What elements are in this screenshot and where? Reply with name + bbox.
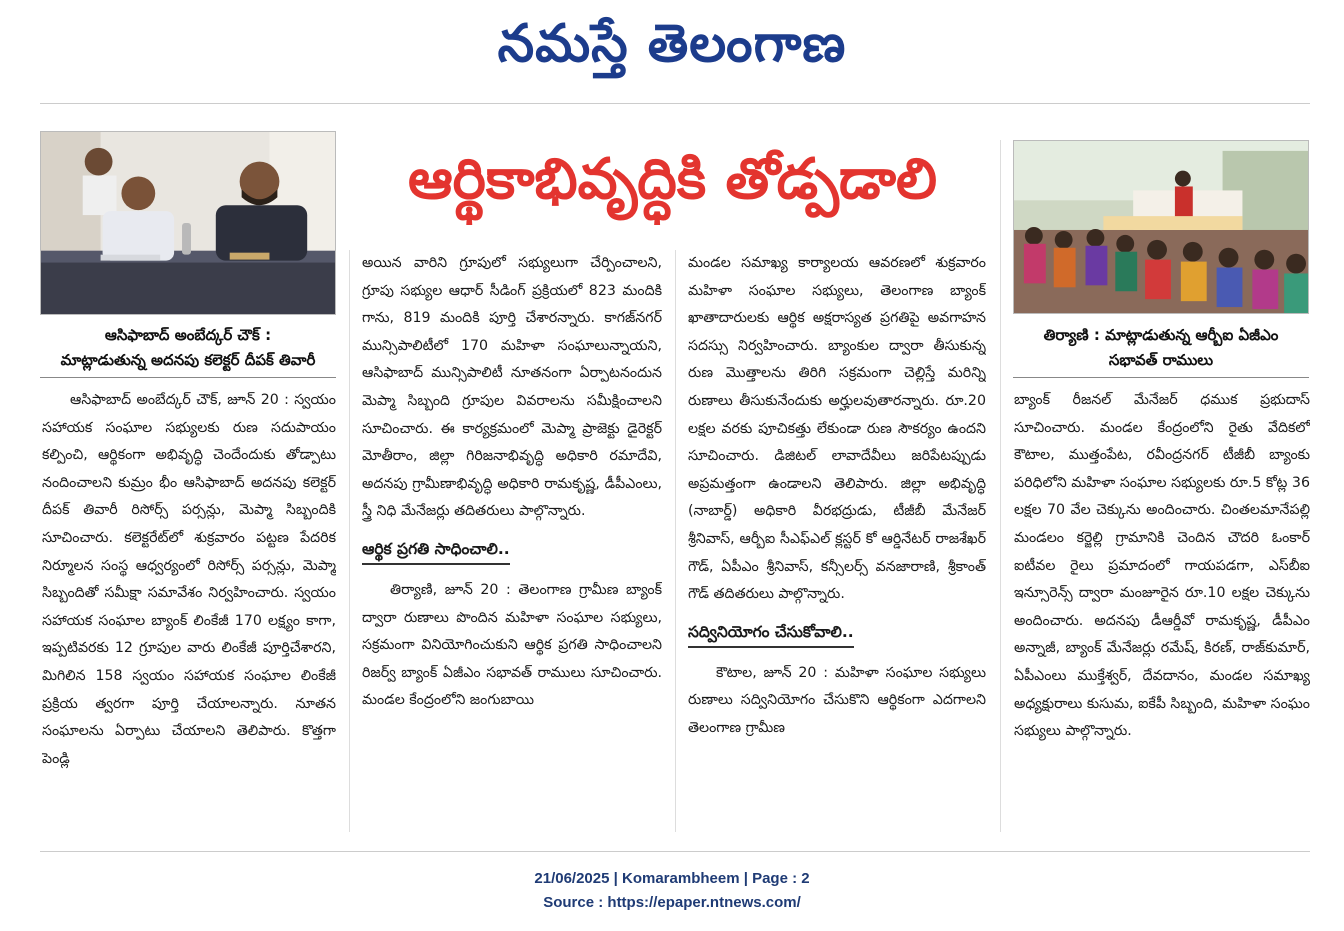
column-4-text: బ్యాంక్ రీజనల్ మేనేజర్ ధముక ప్రభుదాస్ సూచించారు. మండల కేంద్రంలోని రైతు వేదికలో కౌటాల, ముత్తంపేట, రవీంద్రనగర్ టీజీబీ బ్యాంకు పరిధిలోని మహిళా సంఘాల సభ్యులకు రూ.5 కోట్ల 36 లక్షల 70 వేల చెక్కును అందించారు. చింతలమానేపల్లి మండలం కర్జెల్లి గ్రామానికి చెందిన చౌదరి ఓంకార్ ఐటీవల రైలు ప్రమాదంలో గాయపడగా, ఎస్‌బీఐ ఇన్సూరెన్స్ ద్వారా మంజూరైన రూ.10 లక్షల చెక్కును అందించారు. అదనపు డీఆర్డీవో రామకృష్ణ, డీపీఎం అన్నాజీ, బ్యాంక్ మేనేజర్లు రమేష్, కిరణ్, రాజ్‌కుమార్, ఏపీఎంలు ముక్తేశ్వర్, దేవదానం, మండల సమాఖ్య అధ్యక్షురాలు కుసుమ, ఐకేపీ సిబ్బంది, మహిళా సంఘం సభ్యులు పాల్గొన్నారు.	[1014, 392, 1310, 740]
subhead-proper-utilization: సద్వినియోగం చేసుకోవాలి..	[688, 619, 854, 648]
awareness-meeting-photo-illustration	[1014, 141, 1308, 313]
footer	[0, 867, 1344, 915]
masthead	[0, 0, 1344, 92]
left-caption-line2: మాట్లాడుతున్న అదనపు కలెక్టర్ దీపక్ తివారీ	[60, 351, 316, 369]
left-photo	[40, 131, 336, 315]
left-photo-caption	[40, 323, 336, 373]
article-column-4	[1014, 387, 1310, 832]
column-2-text-1: అయిన వారిని గ్రూపులో సభ్యులుగా చేర్పించాలని, గ్రూపు సభ్యుల ఆధార్ సీడింగ్ ప్రక్రియలో 823 మందికి గాను, 819 మందికి పూర్తి చేశారన్నారు. కాగజ్‌నగర్ మున్సిపాలిటీలో 170 మహిళా సంఘాలున్నాయని, ఆసిఫాబాద్ మున్సిపాలిటీ నూతనంగా ఏర్పాటనందున మెప్మా సిబ్బంది గ్రూపుల వివరాలను సమీక్షించాలని సూచించారు. ఈ కార్యక్రమంలో మెప్మా ప్రాజెక్టు డైరెక్టర్ మోతీరాం, జిల్లా గిరిజనాభివృద్ధి అధికారి రమాదేవి, అదనపు గ్రామీణాభివృద్ధి అధికారి రామకృష్ణ, డీపీఎంలు, స్త్రీ నిధి మేనేజర్లు తదితరులు పాల్గొన్నారు.	[362, 255, 662, 520]
right-caption-line1: తిర్యాణి : మాట్లాడుతున్న ఆర్బీఐ ఏజీఎం	[1043, 326, 1279, 344]
subhead-economic-progress: ఆర్థిక ప్రగతి సాధించాలి..	[362, 536, 510, 565]
top-divider	[40, 103, 1310, 104]
column-2-text-2: తిర్యాణి, జూన్ 20 : తెలంగాణ గ్రామీణ బ్యాంక్ ద్వారా రుణాలు పొందిన మహిళా సంఘాల సభ్యులు, సక్రమంగా వినియోగించుకుని ఆర్థిక ప్రగతి సాధించాలని రిజర్వ్ బ్యాంక్ ఏజీఎం సభావత్ రాములు సూచించారు. మండల కేంద్రంలోని జంగుబాయి	[362, 581, 662, 709]
newspaper-title: నమస్తే తెలంగాణ	[497, 13, 847, 74]
meeting-photo-illustration	[41, 132, 335, 314]
footer-source: Source : https://epaper.ntnews.com/	[543, 894, 801, 911]
column-3-text-1: మండల సమాఖ్య కార్యాలయ ఆవరణలో శుక్రవారం మహిళా సంఘాల సభ్యులు, తెలంగాణ బ్యాంక్ ఖాతాదారులకు ఆర్థిక అక్షరాస్యత ప్రగతిపై అవగాహన సదస్సు నిర్వహించారు. బ్యాంకుల ద్వారా తీసుకున్న రుణ మొత్తాలను తిరిగి సక్రమంగా చెల్లిస్తే మరిన్ని రుణాలు తీసుకునేందుకు అర్హులవుతారన్నారు. రూ.20 లక్షల వరకు పూచికత్తు లేకుండా రుణ సౌకర్యం ఉందని సూచించారు. డిజిటల్ లావాదేవీలు జరిపేటప్పుడు అప్రమత్తంగా ఉండాలని తెలిపారు. జిల్లా అభివృద్ధి (నాబార్డ్) అధికారి వీరభద్రుడు, టీజీబీ మేనేజర్ శ్రీనివాస్, ఆర్బీఐ సీఎఫ్ఎల్ క్లస్టర్ కో ఆర్డినేటర్ రాజశేఖర్ గౌడ్, ఏపీఎం శ్రీనివాస్, కన్సీలర్స్ వనజారాణి, శ్రీకాంత్ గౌడ్ తదితరులు పాల్గొన్నారు.	[688, 255, 986, 603]
column-divider	[1000, 140, 1001, 832]
column-1-text: ఆసిఫాబాద్ అంబేద్కర్ చౌక్, జూన్ 20 : స్వయం సహాయక సంఘాల సభ్యులకు రుణ సదుపాయం కల్పించి, ఆర్థికంగా అభివృద్ధి చెందేందుకు తోడ్పాటు నందించాలని కుమ్రం భీం ఆసిఫాబాద్ అదనపు కలెక్టర్ దీపక్ తివారీ రిసోర్స్ పర్సన్లు, మెప్మా సిబ్బందికి సూచించారు. కలెక్టరేట్‌లో శుక్రవారం పట్టణ పేదరిక నిర్మూలన సంస్థ ఆధ్వర్యంలో రిసోర్స్ పర్సన్లు, మెప్మా సిబ్బందితో సమీక్షా సమావేశం నిర్వహించారు. స్వయం సహాయక సంఘాల బ్యాంక్ లింకేజీ 170 లక్ష్యం కాగా, ఇప్పటివరకు 12 గ్రూపుల వారు లింకేజీ పూర్తిచేశారని, మిగిలిన 158 స్వయం సహాయక సంఘాల లింకేజీ ప్రక్రియ త్వరగా పూర్తి చేయాలన్నారు. నూతన సంఘాలను ఏర్పాటు చేయాలని తెలిపారు. కొత్తగా పెండ్లి	[42, 392, 336, 767]
article-column-1	[42, 387, 336, 832]
right-photo-caption	[1013, 323, 1309, 373]
article-column-3	[688, 250, 986, 832]
left-caption-line1: ఆసిఫాబాద్ అంబేద్కర్ చౌక్ :	[104, 326, 272, 344]
column-divider	[675, 250, 676, 832]
bottom-divider	[40, 851, 1310, 852]
right-caption-line2: సభావత్ రాములు	[1108, 351, 1214, 369]
headline	[345, 130, 1000, 240]
right-photo	[1013, 140, 1309, 314]
column-divider	[349, 250, 350, 832]
footer-date-edition: 21/06/2025 | Komarambheem | Page : 2	[534, 870, 810, 887]
left-caption-divider	[40, 377, 336, 378]
column-3-text-2: కౌటాల, జూన్ 20 : మహిళా సంఘాల సభ్యులు రుణాలు సద్వినియోగం చేసుకొని ఆర్థికంగా ఎదగాలని తెలంగాణ గ్రామీణ	[688, 664, 986, 736]
headline-text: ఆర్థికాభివృద్ధికి తోడ్పడాలి	[407, 147, 938, 212]
right-caption-divider	[1013, 377, 1309, 378]
article-column-2	[362, 250, 662, 832]
